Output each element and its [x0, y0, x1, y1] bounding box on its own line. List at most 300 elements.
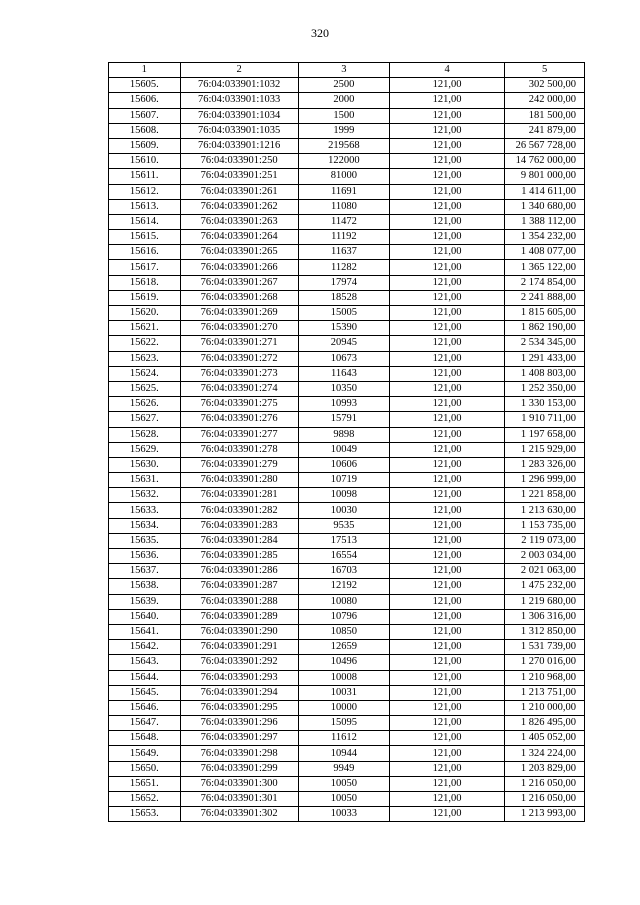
row-number-cell: 15646.: [109, 700, 181, 715]
area-cell: 10050: [298, 776, 389, 791]
table-row: [109, 624, 585, 639]
cadastral-number-cell: 76:04:033901:288: [180, 594, 298, 609]
cadastral-number-cell: 76:04:033901:273: [180, 366, 298, 381]
value-cell: 1 910 711,00: [505, 412, 585, 427]
rate-cell: 121,00: [390, 457, 505, 472]
area-cell: 10080: [298, 594, 389, 609]
value-cell: 1 291 433,00: [505, 351, 585, 366]
table-row: [109, 488, 585, 503]
row-number-cell: 15605.: [109, 78, 181, 93]
area-cell: 2000: [298, 93, 389, 108]
value-cell: 1 475 232,00: [505, 579, 585, 594]
rate-cell: 121,00: [390, 108, 505, 123]
value-cell: 1 252 350,00: [505, 381, 585, 396]
value-cell: 1 408 077,00: [505, 245, 585, 260]
value-cell: 181 500,00: [505, 108, 585, 123]
table-row: [109, 731, 585, 746]
table-row: [109, 473, 585, 488]
table-row: [109, 609, 585, 624]
table-row: [109, 503, 585, 518]
area-cell: 10000: [298, 700, 389, 715]
area-cell: 10993: [298, 397, 389, 412]
rate-cell: 121,00: [390, 260, 505, 275]
cadastral-number-cell: 76:04:033901:1034: [180, 108, 298, 123]
value-cell: 1 312 850,00: [505, 624, 585, 639]
table-row: [109, 776, 585, 791]
cadastral-number-cell: 76:04:033901:268: [180, 290, 298, 305]
row-number-cell: 15620.: [109, 306, 181, 321]
value-cell: 1 330 153,00: [505, 397, 585, 412]
area-cell: 10033: [298, 807, 389, 822]
value-cell: 1 210 000,00: [505, 700, 585, 715]
row-number-cell: 15621.: [109, 321, 181, 336]
row-number-cell: 15630.: [109, 457, 181, 472]
area-cell: 18528: [298, 290, 389, 305]
rate-cell: 121,00: [390, 518, 505, 533]
cadastral-number-cell: 76:04:033901:285: [180, 549, 298, 564]
area-cell: 10944: [298, 746, 389, 761]
column-header: 1: [109, 63, 181, 78]
column-header: 3: [298, 63, 389, 78]
area-cell: 11282: [298, 260, 389, 275]
rate-cell: 121,00: [390, 670, 505, 685]
value-cell: 1 283 326,00: [505, 457, 585, 472]
table-row: [109, 549, 585, 564]
area-cell: 9949: [298, 761, 389, 776]
row-number-cell: 15635.: [109, 533, 181, 548]
row-number-cell: 15614.: [109, 214, 181, 229]
cadastral-number-cell: 76:04:033901:291: [180, 640, 298, 655]
value-cell: 2 174 854,00: [505, 275, 585, 290]
area-cell: 11691: [298, 184, 389, 199]
table-row: [109, 275, 585, 290]
rate-cell: 121,00: [390, 381, 505, 396]
area-cell: 15095: [298, 716, 389, 731]
table-row: [109, 214, 585, 229]
cadastral-number-cell: 76:04:033901:293: [180, 670, 298, 685]
row-number-cell: 15609.: [109, 138, 181, 153]
table-row: [109, 457, 585, 472]
row-number-cell: 15652.: [109, 792, 181, 807]
area-cell: 10008: [298, 670, 389, 685]
cadastral-number-cell: 76:04:033901:277: [180, 427, 298, 442]
row-number-cell: 15640.: [109, 609, 181, 624]
area-cell: 10350: [298, 381, 389, 396]
table-row: [109, 199, 585, 214]
cadastral-number-cell: 76:04:033901:294: [180, 685, 298, 700]
cadastral-number-cell: 76:04:033901:270: [180, 321, 298, 336]
value-cell: 2 241 888,00: [505, 290, 585, 305]
table-row: [109, 792, 585, 807]
table-row: [109, 306, 585, 321]
table-row: [109, 336, 585, 351]
table-row: [109, 78, 585, 93]
rate-cell: 121,00: [390, 93, 505, 108]
table-row: [109, 260, 585, 275]
cadastral-number-cell: 76:04:033901:263: [180, 214, 298, 229]
table-row: [109, 655, 585, 670]
rate-cell: 121,00: [390, 290, 505, 305]
area-cell: 15390: [298, 321, 389, 336]
cadastral-number-cell: 76:04:033901:278: [180, 442, 298, 457]
value-cell: 14 762 000,00: [505, 154, 585, 169]
area-cell: 15791: [298, 412, 389, 427]
area-cell: 10673: [298, 351, 389, 366]
value-cell: 1 153 735,00: [505, 518, 585, 533]
area-cell: 81000: [298, 169, 389, 184]
page-number: 320: [311, 26, 329, 40]
column-header: 2: [180, 63, 298, 78]
table-row: [109, 366, 585, 381]
area-cell: 219568: [298, 138, 389, 153]
rate-cell: 121,00: [390, 306, 505, 321]
value-cell: 2 003 034,00: [505, 549, 585, 564]
rate-cell: 121,00: [390, 700, 505, 715]
cadastral-number-cell: 76:04:033901:262: [180, 199, 298, 214]
row-number-cell: 15612.: [109, 184, 181, 199]
row-number-cell: 15625.: [109, 381, 181, 396]
table-row: [109, 108, 585, 123]
value-cell: 1 388 112,00: [505, 214, 585, 229]
cadastral-number-cell: 76:04:033901:1032: [180, 78, 298, 93]
cadastral-number-cell: 76:04:033901:1035: [180, 123, 298, 138]
rate-cell: 121,00: [390, 792, 505, 807]
rate-cell: 121,00: [390, 427, 505, 442]
area-cell: 11643: [298, 366, 389, 381]
row-number-cell: 15649.: [109, 746, 181, 761]
cadastral-number-cell: 76:04:033901:267: [180, 275, 298, 290]
area-cell: 10049: [298, 442, 389, 457]
cadastral-number-cell: 76:04:033901:265: [180, 245, 298, 260]
value-cell: 1 405 052,00: [505, 731, 585, 746]
row-number-cell: 15632.: [109, 488, 181, 503]
area-cell: 10719: [298, 473, 389, 488]
cadastral-number-cell: 76:04:033901:276: [180, 412, 298, 427]
table-header-row: [109, 63, 585, 78]
table-row: [109, 321, 585, 336]
value-cell: 1 203 829,00: [505, 761, 585, 776]
value-cell: 1 306 316,00: [505, 609, 585, 624]
rate-cell: 121,00: [390, 412, 505, 427]
value-cell: 1 296 999,00: [505, 473, 585, 488]
rate-cell: 121,00: [390, 230, 505, 245]
row-number-cell: 15623.: [109, 351, 181, 366]
row-number-cell: 15633.: [109, 503, 181, 518]
rate-cell: 121,00: [390, 640, 505, 655]
area-cell: 122000: [298, 154, 389, 169]
rate-cell: 121,00: [390, 123, 505, 138]
rate-cell: 121,00: [390, 169, 505, 184]
cadastral-number-cell: 76:04:033901:287: [180, 579, 298, 594]
row-number-cell: 15634.: [109, 518, 181, 533]
row-number-cell: 15637.: [109, 564, 181, 579]
value-cell: 1 213 751,00: [505, 685, 585, 700]
area-cell: 10850: [298, 624, 389, 639]
rate-cell: 121,00: [390, 473, 505, 488]
table-body: [109, 63, 585, 822]
rate-cell: 121,00: [390, 716, 505, 731]
value-cell: 1 826 495,00: [505, 716, 585, 731]
rate-cell: 121,00: [390, 442, 505, 457]
area-cell: 10098: [298, 488, 389, 503]
rate-cell: 121,00: [390, 184, 505, 199]
table-row: [109, 685, 585, 700]
value-cell: 2 021 063,00: [505, 564, 585, 579]
value-cell: 1 270 016,00: [505, 655, 585, 670]
rate-cell: 121,00: [390, 685, 505, 700]
cadastral-number-cell: 76:04:033901:289: [180, 609, 298, 624]
table-row: [109, 290, 585, 305]
cadastral-number-cell: 76:04:033901:284: [180, 533, 298, 548]
cadastral-number-cell: 76:04:033901:279: [180, 457, 298, 472]
row-number-cell: 15608.: [109, 123, 181, 138]
cadastral-number-cell: 76:04:033901:271: [180, 336, 298, 351]
row-number-cell: 15607.: [109, 108, 181, 123]
rate-cell: 121,00: [390, 594, 505, 609]
area-cell: 17974: [298, 275, 389, 290]
area-cell: 16554: [298, 549, 389, 564]
row-number-cell: 15642.: [109, 640, 181, 655]
row-number-cell: 15653.: [109, 807, 181, 822]
cadastral-number-cell: 76:04:033901:280: [180, 473, 298, 488]
cadastral-number-cell: 76:04:033901:295: [180, 700, 298, 715]
row-number-cell: 15629.: [109, 442, 181, 457]
rate-cell: 121,00: [390, 807, 505, 822]
cadastral-number-cell: 76:04:033901:281: [180, 488, 298, 503]
area-cell: 9898: [298, 427, 389, 442]
rate-cell: 121,00: [390, 138, 505, 153]
table-row: [109, 670, 585, 685]
table-row: [109, 412, 585, 427]
rate-cell: 121,00: [390, 579, 505, 594]
row-number-cell: 15636.: [109, 549, 181, 564]
cadastral-number-cell: 76:04:033901:297: [180, 731, 298, 746]
rate-cell: 121,00: [390, 366, 505, 381]
row-number-cell: 15627.: [109, 412, 181, 427]
row-number-cell: 15622.: [109, 336, 181, 351]
cadastral-number-cell: 76:04:033901:250: [180, 154, 298, 169]
table-row: [109, 427, 585, 442]
rate-cell: 121,00: [390, 533, 505, 548]
value-cell: 242 000,00: [505, 93, 585, 108]
area-cell: 12192: [298, 579, 389, 594]
rate-cell: 121,00: [390, 624, 505, 639]
area-cell: 10030: [298, 503, 389, 518]
rate-cell: 121,00: [390, 609, 505, 624]
cadastral-number-cell: 76:04:033901:282: [180, 503, 298, 518]
table-row: [109, 381, 585, 396]
area-cell: 10796: [298, 609, 389, 624]
rate-cell: 121,00: [390, 746, 505, 761]
rate-cell: 121,00: [390, 275, 505, 290]
table-row: [109, 579, 585, 594]
table-row: [109, 184, 585, 199]
value-cell: 1 197 658,00: [505, 427, 585, 442]
row-number-cell: 15650.: [109, 761, 181, 776]
value-cell: 1 815 605,00: [505, 306, 585, 321]
value-cell: 1 862 190,00: [505, 321, 585, 336]
area-cell: 12659: [298, 640, 389, 655]
row-number-cell: 15611.: [109, 169, 181, 184]
column-header: 5: [505, 63, 585, 78]
cadastral-number-cell: 76:04:033901:266: [180, 260, 298, 275]
area-cell: 10606: [298, 457, 389, 472]
table-row: [109, 442, 585, 457]
table-row: [109, 594, 585, 609]
rate-cell: 121,00: [390, 655, 505, 670]
value-cell: 1 219 680,00: [505, 594, 585, 609]
cadastral-number-cell: 76:04:033901:286: [180, 564, 298, 579]
area-cell: 10050: [298, 792, 389, 807]
value-cell: 2 534 345,00: [505, 336, 585, 351]
cadastral-number-cell: 76:04:033901:251: [180, 169, 298, 184]
table-row: [109, 533, 585, 548]
data-table: [108, 62, 585, 822]
table-row: [109, 245, 585, 260]
row-number-cell: 15639.: [109, 594, 181, 609]
area-cell: 2500: [298, 78, 389, 93]
cadastral-number-cell: 76:04:033901:290: [180, 624, 298, 639]
table-row: [109, 716, 585, 731]
table-row: [109, 746, 585, 761]
row-number-cell: 15606.: [109, 93, 181, 108]
value-cell: 1 531 739,00: [505, 640, 585, 655]
row-number-cell: 15626.: [109, 397, 181, 412]
value-cell: 1 221 858,00: [505, 488, 585, 503]
table-row: [109, 397, 585, 412]
row-number-cell: 15651.: [109, 776, 181, 791]
cadastral-number-cell: 76:04:033901:299: [180, 761, 298, 776]
rate-cell: 121,00: [390, 761, 505, 776]
row-number-cell: 15613.: [109, 199, 181, 214]
value-cell: 1 354 232,00: [505, 230, 585, 245]
cadastral-number-cell: 76:04:033901:292: [180, 655, 298, 670]
area-cell: 11192: [298, 230, 389, 245]
area-cell: 15005: [298, 306, 389, 321]
cadastral-number-cell: 76:04:033901:283: [180, 518, 298, 533]
row-number-cell: 15638.: [109, 579, 181, 594]
area-cell: 11080: [298, 199, 389, 214]
value-cell: 1 408 803,00: [505, 366, 585, 381]
value-cell: 1 340 680,00: [505, 199, 585, 214]
area-cell: 1500: [298, 108, 389, 123]
cadastral-number-cell: 76:04:033901:269: [180, 306, 298, 321]
cadastral-number-cell: 76:04:033901:261: [180, 184, 298, 199]
value-cell: 1 414 611,00: [505, 184, 585, 199]
rate-cell: 121,00: [390, 488, 505, 503]
value-cell: 1 324 224,00: [505, 746, 585, 761]
table-row: [109, 230, 585, 245]
area-cell: 17513: [298, 533, 389, 548]
rate-cell: 121,00: [390, 245, 505, 260]
value-cell: 26 567 728,00: [505, 138, 585, 153]
cadastral-number-cell: 76:04:033901:1033: [180, 93, 298, 108]
table-row: [109, 761, 585, 776]
area-cell: 16703: [298, 564, 389, 579]
area-cell: 11612: [298, 731, 389, 746]
row-number-cell: 15645.: [109, 685, 181, 700]
row-number-cell: 15615.: [109, 230, 181, 245]
table-row: [109, 154, 585, 169]
rate-cell: 121,00: [390, 731, 505, 746]
rate-cell: 121,00: [390, 776, 505, 791]
row-number-cell: 15618.: [109, 275, 181, 290]
table-row: [109, 123, 585, 138]
row-number-cell: 15624.: [109, 366, 181, 381]
row-number-cell: 15648.: [109, 731, 181, 746]
table-row: [109, 807, 585, 822]
row-number-cell: 15641.: [109, 624, 181, 639]
value-cell: 9 801 000,00: [505, 169, 585, 184]
row-number-cell: 15610.: [109, 154, 181, 169]
row-number-cell: 15619.: [109, 290, 181, 305]
cadastral-number-cell: 76:04:033901:275: [180, 397, 298, 412]
rate-cell: 121,00: [390, 336, 505, 351]
cadastral-number-cell: 76:04:033901:300: [180, 776, 298, 791]
rate-cell: 121,00: [390, 154, 505, 169]
row-number-cell: 15647.: [109, 716, 181, 731]
row-number-cell: 15631.: [109, 473, 181, 488]
value-cell: 1 216 050,00: [505, 776, 585, 791]
value-cell: 1 215 929,00: [505, 442, 585, 457]
cadastral-number-cell: 76:04:033901:301: [180, 792, 298, 807]
rate-cell: 121,00: [390, 549, 505, 564]
value-cell: 1 365 122,00: [505, 260, 585, 275]
rate-cell: 121,00: [390, 214, 505, 229]
row-number-cell: 15616.: [109, 245, 181, 260]
row-number-cell: 15617.: [109, 260, 181, 275]
cadastral-number-cell: 76:04:033901:264: [180, 230, 298, 245]
rate-cell: 121,00: [390, 78, 505, 93]
row-number-cell: 15628.: [109, 427, 181, 442]
rate-cell: 121,00: [390, 564, 505, 579]
area-cell: 9535: [298, 518, 389, 533]
area-cell: 20945: [298, 336, 389, 351]
value-cell: 2 119 073,00: [505, 533, 585, 548]
cadastral-number-cell: 76:04:033901:298: [180, 746, 298, 761]
value-cell: 1 213 993,00: [505, 807, 585, 822]
rate-cell: 121,00: [390, 503, 505, 518]
value-cell: 1 210 968,00: [505, 670, 585, 685]
column-header: 4: [390, 63, 505, 78]
rate-cell: 121,00: [390, 351, 505, 366]
row-number-cell: 15643.: [109, 655, 181, 670]
table-row: [109, 169, 585, 184]
value-cell: 302 500,00: [505, 78, 585, 93]
cadastral-number-cell: 76:04:033901:302: [180, 807, 298, 822]
value-cell: 241 879,00: [505, 123, 585, 138]
cadastral-number-cell: 76:04:033901:274: [180, 381, 298, 396]
area-cell: 11637: [298, 245, 389, 260]
rate-cell: 121,00: [390, 199, 505, 214]
table-row: [109, 351, 585, 366]
rate-cell: 121,00: [390, 321, 505, 336]
cadastral-number-cell: 76:04:033901:272: [180, 351, 298, 366]
table-row: [109, 640, 585, 655]
table-row: [109, 564, 585, 579]
cadastral-number-cell: 76:04:033901:296: [180, 716, 298, 731]
area-cell: 11472: [298, 214, 389, 229]
value-cell: 1 216 050,00: [505, 792, 585, 807]
row-number-cell: 15644.: [109, 670, 181, 685]
table-row: [109, 700, 585, 715]
table-row: [109, 93, 585, 108]
area-cell: 1999: [298, 123, 389, 138]
table-row: [109, 138, 585, 153]
value-cell: 1 213 630,00: [505, 503, 585, 518]
area-cell: 10031: [298, 685, 389, 700]
table-row: [109, 518, 585, 533]
